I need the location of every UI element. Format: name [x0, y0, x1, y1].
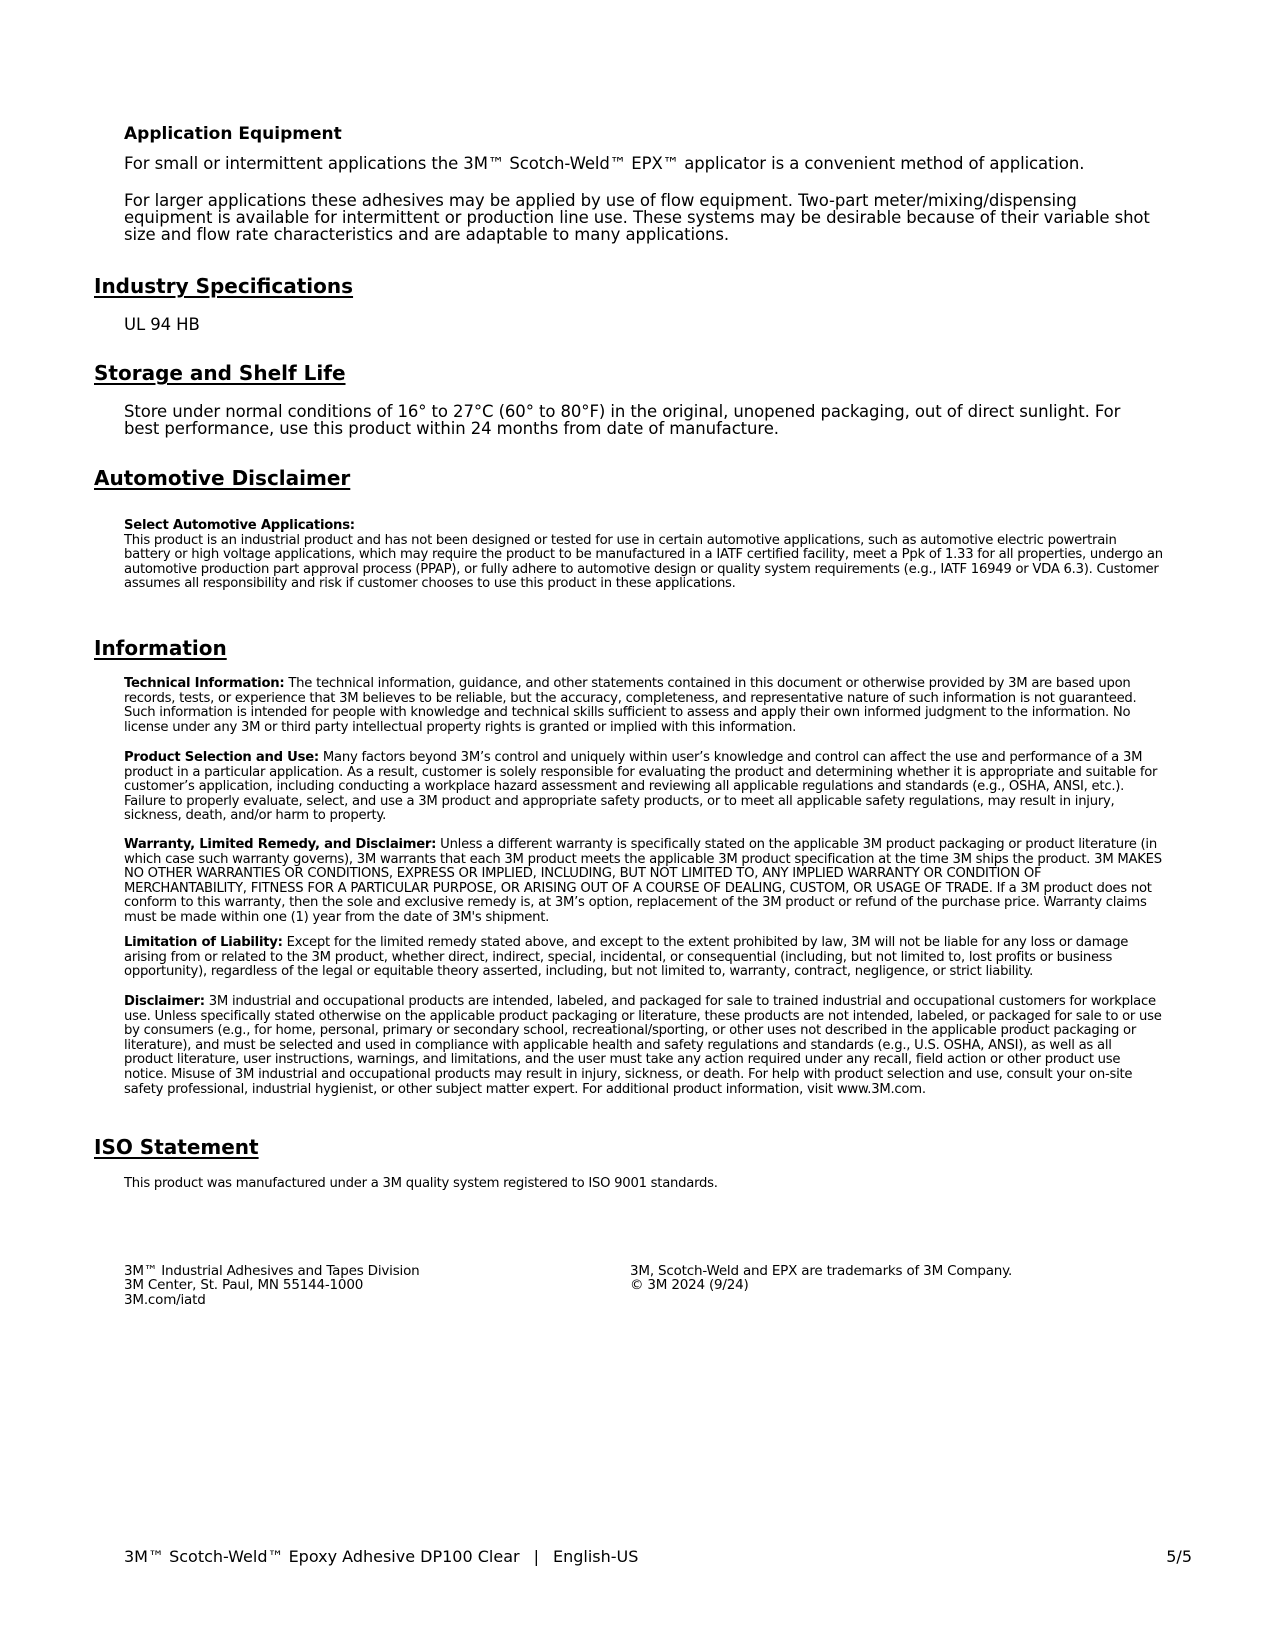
- disclaimer-paragraph: [124, 995, 1164, 1097]
- trademark-notice: [630, 1264, 1012, 1293]
- footer-language: English-US: [552, 1547, 639, 1566]
- address-line-2: 3M Center, St. Paul, MN 55144-1000: [124, 1277, 364, 1294]
- page-footer: [124, 1547, 1192, 1567]
- page-number: 5/5: [1166, 1547, 1192, 1566]
- warranty-text: Unless a different warranty is specifically stated on the applicable 3M product packaging or product literature (in which case such warranty governs), 3M warrants that each 3M product meets the applicable 3M product specification at the time 3M ships the product. 3M MAKES NO OTHER WARRANTIES OR CONDITIONS, EXPRESS OR IMPLIED, INCLUDING, BUT NOT LIMITED TO, ANY IMPLIED WARRANTY OR CONDITION OF MERCHANTABILITY, FITNESS FOR A PARTICULAR PURPOSE, OR ARISING OUT OF A COURSE OF DEALING, CUSTOM, OR USAGE OF TRADE. If a 3M product does not conform to this warranty, then the sole and exclusive remedy is, at 3M’s option, replacement of the 3M product or refund of the purchase price. Warranty claims must be made within one (1) year from the date of 3M's shipment.: [124, 837, 1162, 925]
- storage-heading: Storage and Shelf Life: [94, 361, 346, 385]
- technical-information-text: The technical information, guidance, and other statements contained in this document or otherwise provided by 3M are based upon records, tests, or experience that 3M believes to be reliable, but the accuracy, completeness, and representative nature of such information is not guaranteed. Such information is intended for people with knowledge and technical skills sufficient to assess and apply their own informed judgment to the information. No license under any 3M or third party intellectual property rights is granted or implied with this information.: [124, 676, 1137, 735]
- warranty-paragraph: [124, 838, 1164, 926]
- application-equipment-para-1: For small or intermittent applications the 3M™ Scotch-Weld™ EPX™ applicator is a convenient method of application.: [124, 154, 1085, 173]
- automotive-disclaimer-heading: Automotive Disclaimer: [94, 466, 351, 490]
- iso-statement-text: This product was manufactured under a 3M quality system registered to ISO 9001 standards.: [124, 1176, 718, 1191]
- warranty-label: Warranty, Limited Remedy, and Disclaimer:: [124, 837, 437, 852]
- automotive-label: Select Automotive Applications:: [124, 518, 355, 533]
- automotive-text: This product is an industrial product and has not been designed or tested for use in certain automotive applications, such as automotive electric powertrain battery or high voltage applications, which may require the product to be manufactured in a IATF certified facility, meet a Ppk of 1.33 for all properties, undergo an automotive production part approval process (PPAP), or fully adhere to automotive design or quality system requirements (e.g., IATF 16949 or VDA 6.3). Customer assumes all responsibility and risk if customer chooses to use this product in these applications.: [124, 532, 1163, 592]
- footer-separator: |: [533, 1547, 539, 1566]
- information-heading: Information: [94, 636, 227, 660]
- trademark-line-2: © 3M 2024 (9/24): [630, 1277, 749, 1294]
- liability-text: Except for the limited remedy stated above, and except to the extent prohibited by law, 3M will not be liable for any loss or damage arising from or related to the 3M product, whether direct, indirect, special, incidental, or consequential (including, but not limited to, lost profits or business opportunity), regardless of the legal or equitable theory asserted, including, but not limited to, warranty, contract, negligence, or strict liability.: [124, 935, 1129, 980]
- address-line-3: 3M.com/iatd: [124, 1291, 206, 1308]
- iso-statement-heading: ISO Statement: [94, 1135, 259, 1159]
- application-equipment-heading: Application Equipment: [124, 124, 342, 144]
- industry-specifications-text: UL 94 HB: [124, 315, 200, 334]
- product-selection-paragraph: [124, 751, 1164, 824]
- trademark-line-1: 3M, Scotch-Weld and EPX are trademarks of 3M Company.: [630, 1263, 1013, 1279]
- technical-information-paragraph: [124, 677, 1164, 735]
- disclaimer-text: 3M industrial and occupational products are intended, labeled, and packaged for sale to trained industrial and occupational customers for workplace use. Unless specifically stated otherwise on the applicable product packaging or literature, these products are not intended, labeled, or packaged for sale to or use by consumers (e.g., for home, personal, primary or secondary school, recreational/sporting, or other uses not described in the applicable product packaging or literature), and must be selected and used in compliance with applicable health and safety regulations and standards (e.g., U.S. OSHA, ANSI), as well as all product literature, user instructions, warnings, and limitations, and the user must take any action required under any recall, field action or other product use notice. Misuse of 3M industrial and occupational products may result in injury, sickness, or death. For help with product selection and use, consult your on-site safety professional, industrial hygienist, or other subject matter expert. For additional product information, visit www.3M.com.: [124, 994, 1162, 1097]
- application-equipment-para-2: For larger applications these adhesives may be applied by use of flow equipment. Two-part meter/mixing/dispensing equipment is available for intermittent or production line use. These systems may be desirable because of their variable shot size and flow rate characteristics and are adaptable to many applications.: [124, 191, 1150, 244]
- storage-text: Store under normal conditions of 16° to 27°C (60° to 80°F) in the original, unopened packaging, out of direct sunlight. For best performance, use this product within 24 months from date of manufacture.: [124, 402, 1121, 438]
- technical-information-label: Technical Information:: [124, 676, 285, 691]
- disclaimer-label: Disclaimer:: [124, 994, 205, 1009]
- product-selection-text: Many factors beyond 3M’s control and uniquely within user’s knowledge and control can affect the use and performance of a 3M product in a particular application. As a result, customer is solely responsible for evaluating the product and determining whether it is appropriate and suitable for customer’s application, including conducting a workplace hazard assessment and reviewing all applicable regulations and standards (e.g., OSHA, ANSI, etc.). Failure to properly evaluate, select, and use a 3M product and appropriate safety products, or to meet all applicable safety regulations, may result in injury, sickness, death, and/or harm to property.: [124, 750, 1158, 824]
- footer-product-name: 3M™ Scotch-Weld™ Epoxy Adhesive DP100 Clear: [124, 1547, 520, 1566]
- automotive-disclaimer-block: [124, 519, 1164, 592]
- product-selection-label: Product Selection and Use:: [124, 750, 319, 765]
- division-address: [124, 1264, 420, 1307]
- address-line-1: 3M™ Industrial Adhesives and Tapes Division: [124, 1263, 420, 1279]
- liability-paragraph: [124, 936, 1164, 980]
- liability-label: Limitation of Liability:: [124, 935, 283, 950]
- industry-specifications-heading: Industry Specifications: [94, 274, 354, 298]
